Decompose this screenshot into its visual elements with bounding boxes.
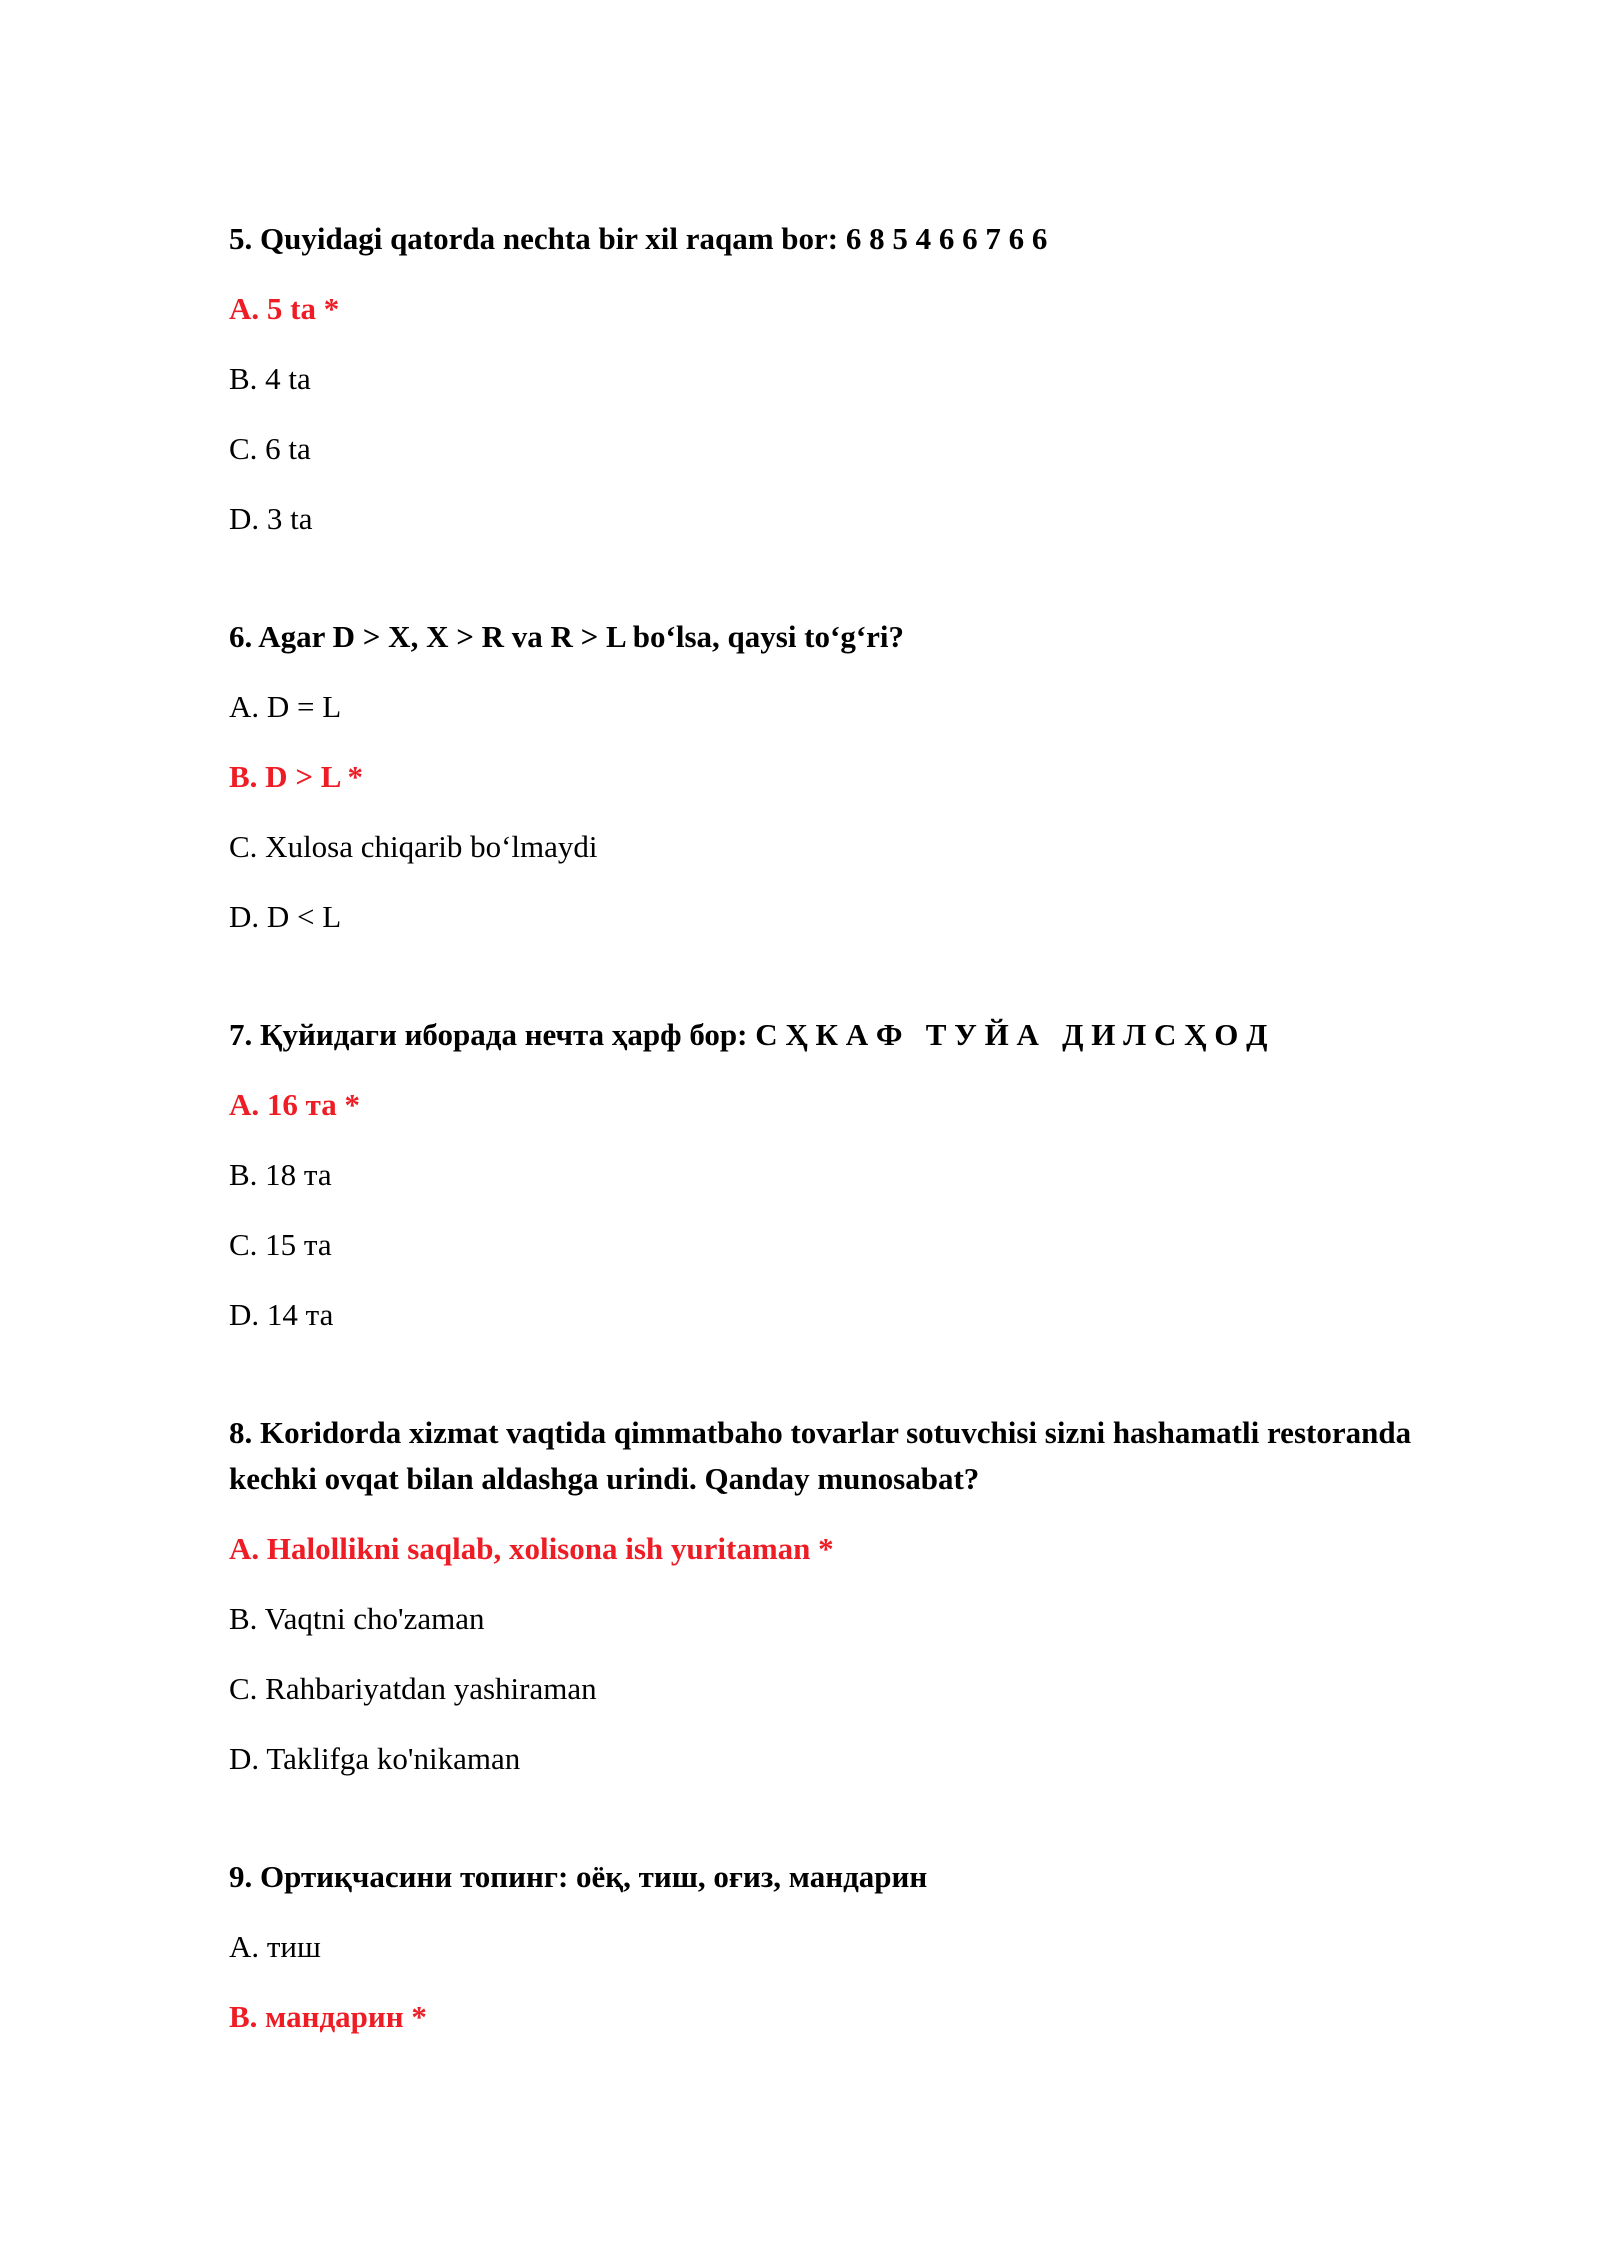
question-8 bbox=[229, 1410, 1460, 1782]
answer-option-c: C. 6 ta bbox=[229, 431, 311, 466]
answer-option-d: D. Taklifga ko'nikaman bbox=[229, 1741, 521, 1776]
question-text: 7. Қуйидаги иборада нечта ҳарф бор: С Ҳ К А Ф Т У Й А Д И Л С Ҳ О Д bbox=[229, 1017, 1268, 1052]
answer-option-a: A. D = L bbox=[229, 689, 342, 724]
answer-option-b: B. Vaqtni cho'zaman bbox=[229, 1601, 485, 1636]
question-text: 8. Koridorda xizmat vaqtida qimmatbaho tovarlar sotuvchisi sizni hashamatli restoranda kechki ovqat bilan aldashga urindi. Qanday munosabat? bbox=[229, 1415, 1412, 1496]
answer-option-c: C. Rahbariyatdan yashiraman bbox=[229, 1671, 597, 1706]
question-text: 6. Agar D > X, X > R va R > L bo‘lsa, qaysi to‘g‘ri? bbox=[229, 619, 905, 654]
question-text: 9. Ортиқчасини топинг: оёқ, тиш, оғиз, мандарин bbox=[229, 1859, 928, 1894]
answer-option-a: A. тиш bbox=[229, 1929, 321, 1964]
answer-option-c: C. Xulosa chiqarib bo‘lmaydi bbox=[229, 829, 598, 864]
question-6 bbox=[229, 614, 1460, 940]
answer-option-d: D. D < L bbox=[229, 899, 342, 934]
answer-option-c: C. 15 та bbox=[229, 1227, 332, 1262]
answer-option-b: B. 18 та bbox=[229, 1157, 332, 1192]
answer-option-b: B. мандарин * bbox=[229, 1999, 427, 2034]
answer-option-a: A. 5 ta * bbox=[229, 291, 340, 326]
question-text: 5. Quyidagi qatorda nechta bir xil raqam bor: 6 8 5 4 6 6 7 6 6 bbox=[229, 221, 1048, 256]
answer-option-b: B. D > L * bbox=[229, 759, 363, 794]
answer-option-d: D. 14 та bbox=[229, 1297, 334, 1332]
answer-option-a: A. 16 та * bbox=[229, 1087, 360, 1122]
question-7 bbox=[229, 1012, 1460, 1338]
answer-option-a: A. Halollikni saqlab, xolisona ish yuritaman * bbox=[229, 1531, 834, 1566]
answer-option-b: B. 4 ta bbox=[229, 361, 311, 396]
question-5 bbox=[229, 216, 1460, 542]
answer-option-d: D. 3 ta bbox=[229, 501, 313, 536]
question-9 bbox=[229, 1854, 1460, 2040]
